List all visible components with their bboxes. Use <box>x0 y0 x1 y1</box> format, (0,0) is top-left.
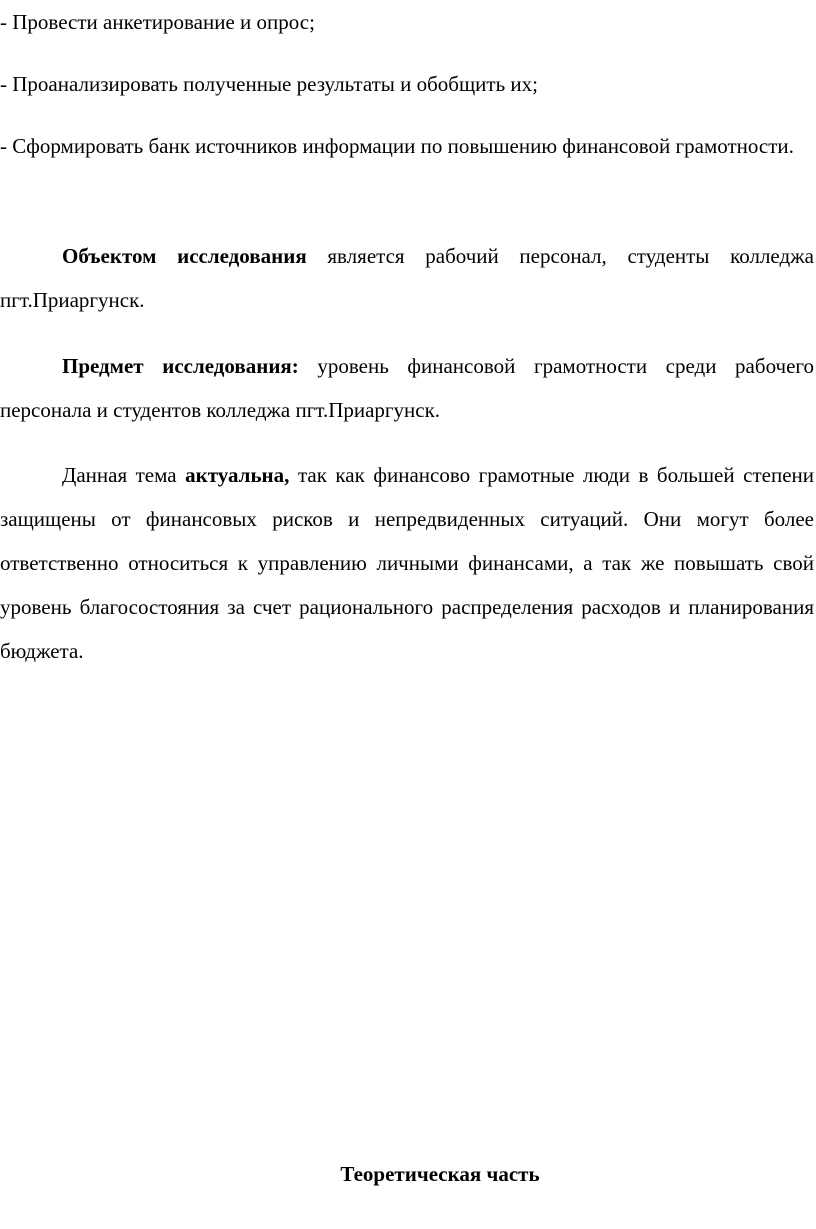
section-heading: Теоретическая часть <box>340 1162 540 1186</box>
task-item-analyze: - Проанализировать полученные результаты и обобщить их; <box>0 72 538 96</box>
relevance-text-after: так как финансово грамотные люди в большей степени защищены от финансовых рисков и непредвиденных ситуаций. Они могут более ответственно относиться к управлению личными финансами, а так же повышать свой уровень благосостояния за счет рационального распределения расходов и планирования бюджета. <box>0 463 814 663</box>
task-item-survey: - Провести анкетирование и опрос; <box>0 10 315 34</box>
relevance-text-before: Данная тема <box>62 463 186 487</box>
research-object-text: является рабочий персонал, студенты колледжа пгт.Приаргунск. <box>0 244 814 312</box>
relevance-keyword: актуальна, <box>185 463 290 487</box>
research-subject-paragraph <box>0 344 814 432</box>
research-object-paragraph <box>0 234 814 322</box>
research-object-label: Объектом исследования <box>62 244 307 268</box>
relevance-paragraph <box>0 453 814 673</box>
task-item-sources: - Сформировать банк источников информации по повышению финансовой грамотности. <box>0 134 794 158</box>
research-subject-label: Предмет исследования: <box>62 354 299 378</box>
research-subject-text: уровень финансовой грамотности среди рабочего персонала и студентов колледжа пгт.Приаргунск. <box>0 354 814 422</box>
